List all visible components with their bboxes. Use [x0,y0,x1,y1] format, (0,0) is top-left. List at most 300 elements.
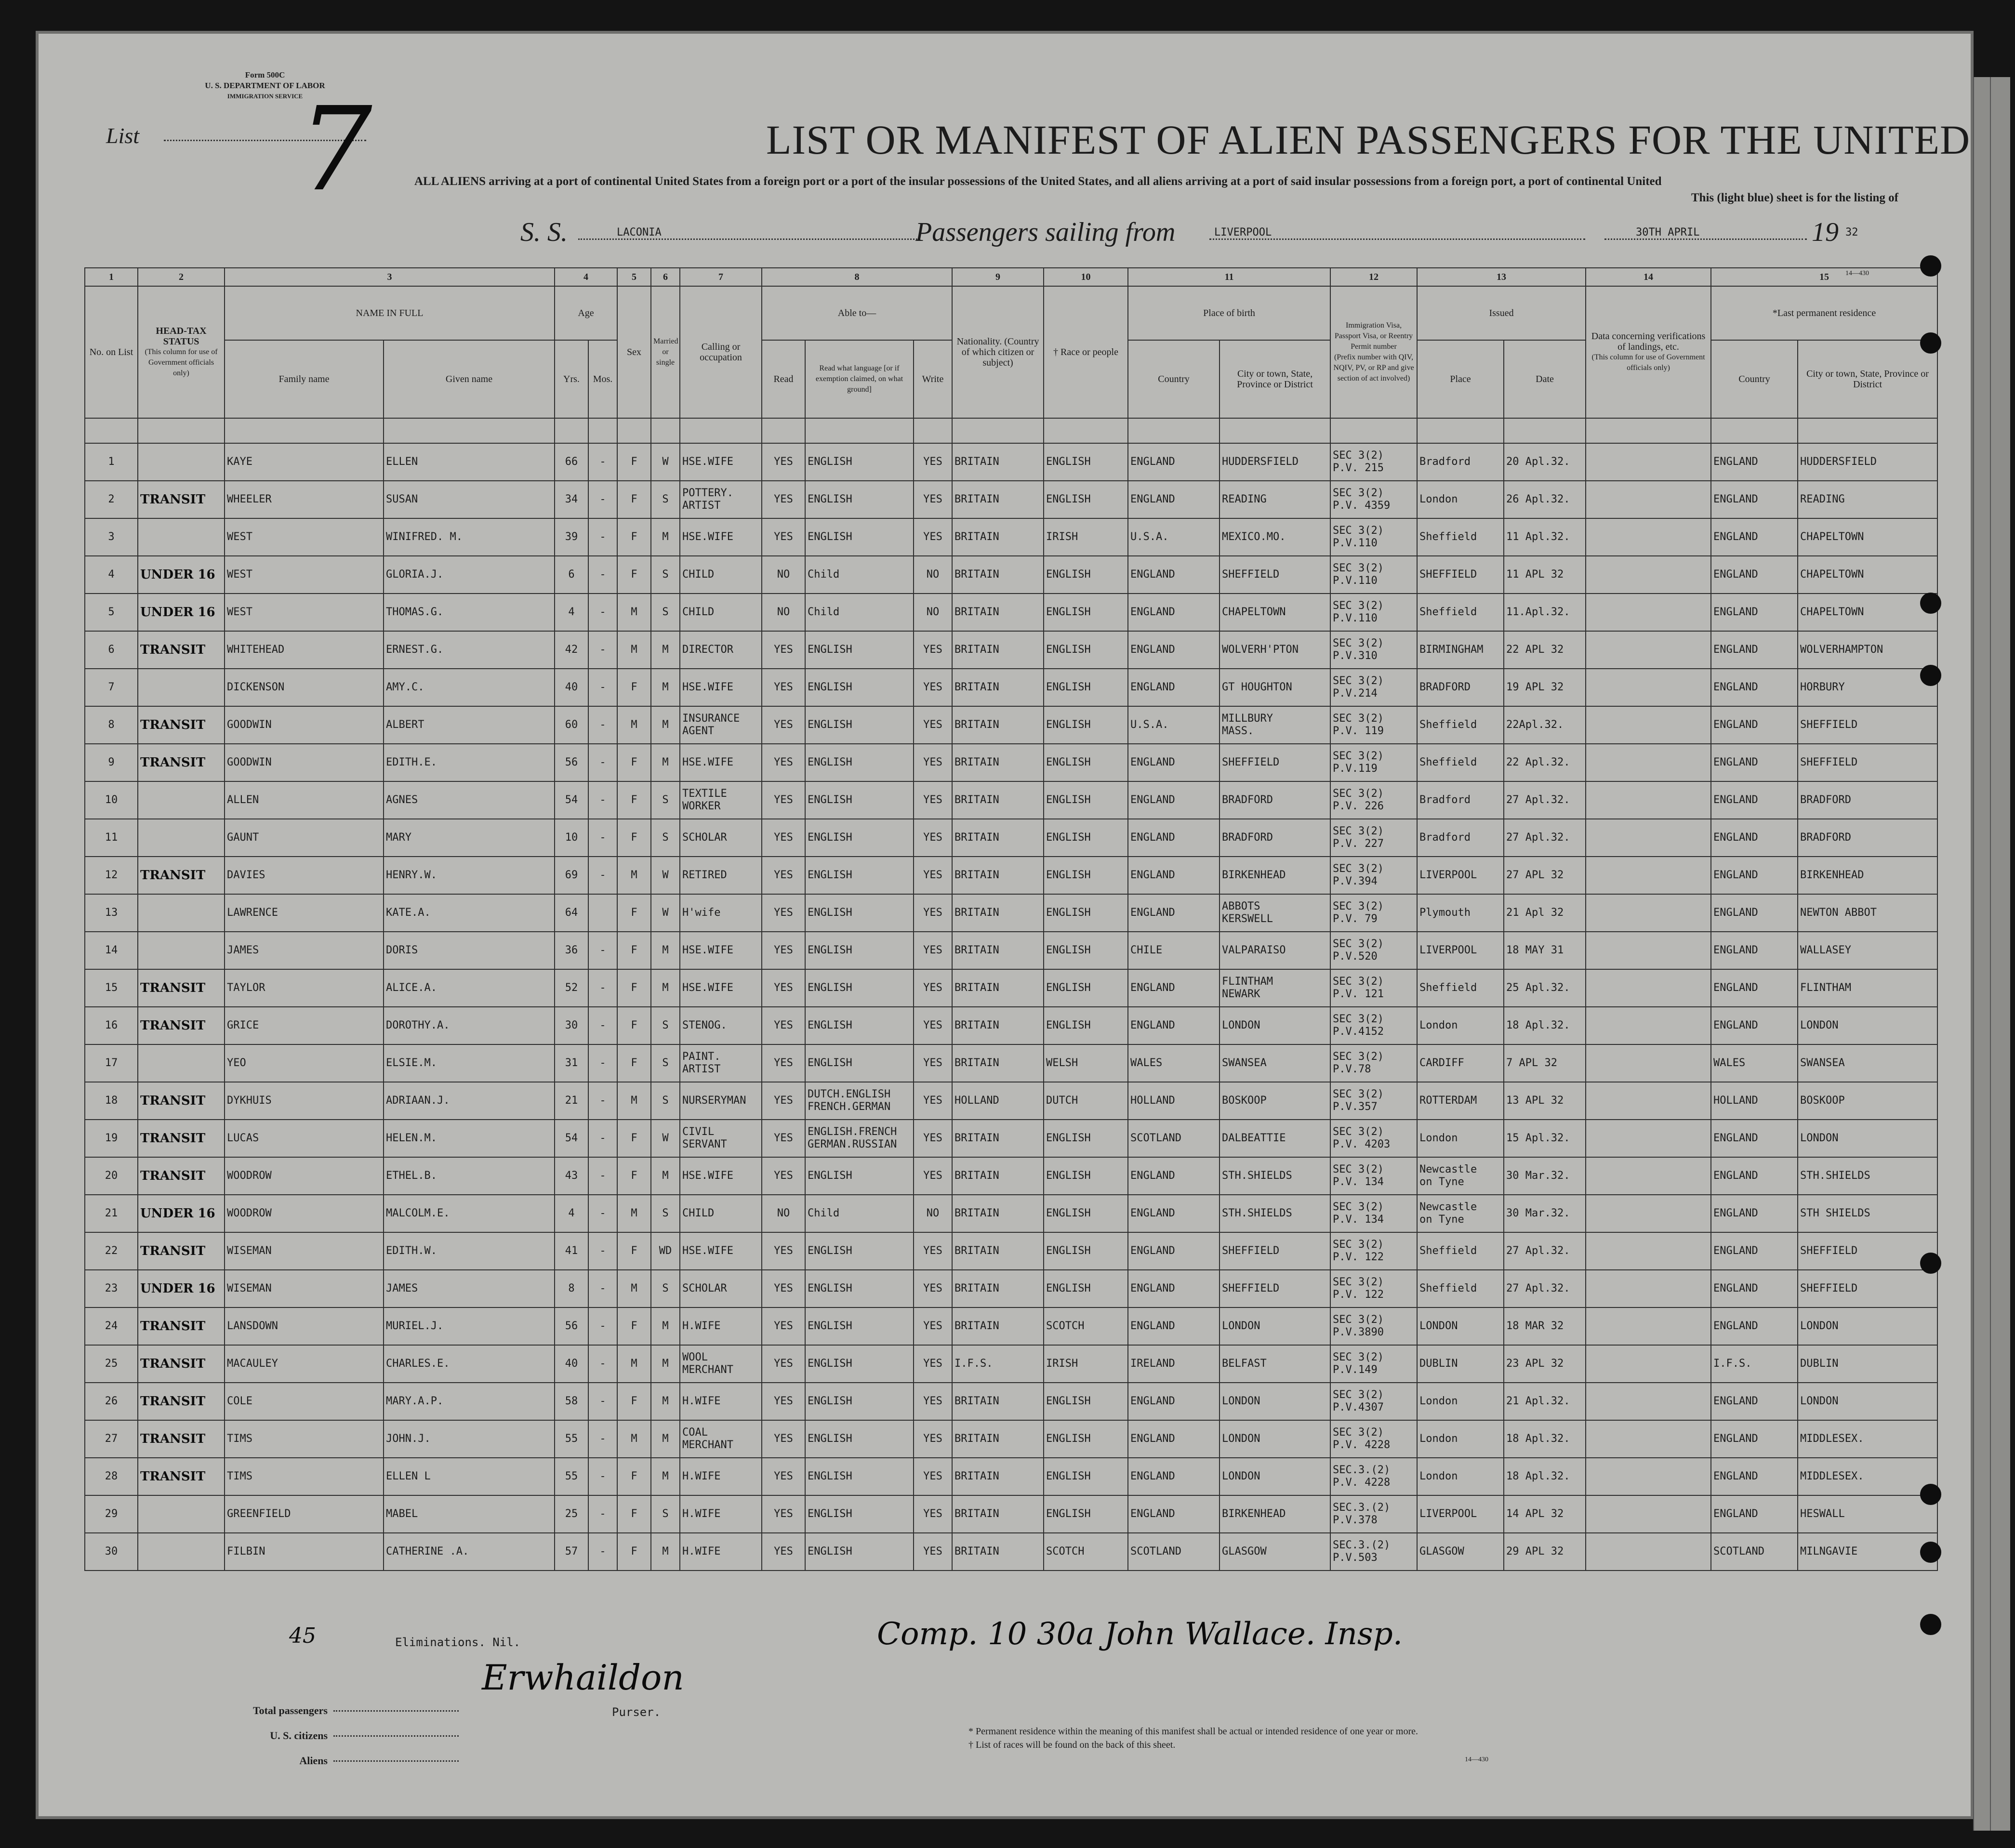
nationality: I.F.S. [952,1345,1044,1383]
age-months: - [588,1007,617,1044]
age-months: - [588,819,617,857]
birth-city: STH.SHIELDS [1220,1195,1330,1232]
verification-data [1586,744,1711,781]
residence-country: ENGLAND [1711,1157,1798,1195]
column-number: 7 [680,268,762,286]
given-name: JAMES [384,1270,555,1307]
nationality: BRITAIN [952,744,1044,781]
can-read: YES [762,1044,805,1082]
race: ENGLISH [1044,556,1128,594]
header-nationality: Nationality. (Country of which citizen or subject) [952,286,1044,418]
count-mark: 45 [289,1624,316,1648]
visa-number: SEC 3(2) P.V. 134 [1330,1195,1417,1232]
marital-status: M [651,1533,680,1571]
birth-country: U.S.A. [1128,518,1220,556]
header-mos: Mos. [588,340,617,418]
race: ENGLISH [1044,1383,1128,1420]
occupation: TEXTILE WORKER [680,781,762,819]
race: WELSH [1044,1044,1128,1082]
issued-date: 11.Apl.32. [1504,594,1586,631]
column-number: 12 [1330,268,1417,286]
marital-status: M [651,518,680,556]
nationality: BRITAIN [952,706,1044,744]
age-months: - [588,1082,617,1120]
visa-number: SEC.3.(2) P.V. 4228 [1330,1458,1417,1495]
issued-place: GLASGOW [1417,1533,1504,1571]
residence-city: LONDON [1798,1007,1937,1044]
issued-date: 25 Apl.32. [1504,969,1586,1007]
age-years: 25 [555,1495,588,1533]
residence-city: MIDDLESEX. [1798,1420,1937,1458]
residence-city: SHEFFIELD [1798,1270,1937,1307]
verification-data [1586,1458,1711,1495]
can-write: YES [914,706,952,744]
age-months: - [588,669,617,706]
residence-country: ENGLAND [1711,932,1798,969]
can-write: YES [914,1007,952,1044]
issued-place: LIVERPOOL [1417,932,1504,969]
race: ENGLISH [1044,894,1128,932]
residence-city: LONDON [1798,1383,1937,1420]
nationality: BRITAIN [952,443,1044,481]
total-passengers-row [193,1698,459,1723]
head-tax-status: TRANSIT [138,1307,225,1345]
head-tax-status: TRANSIT [138,1383,225,1420]
family-name: DICKENSON [225,669,384,706]
birth-city: MEXICO.MO. [1220,518,1330,556]
head-tax-status: TRANSIT [138,631,225,669]
issued-date: 19 APL 32 [1504,669,1586,706]
header-last-residence: *Last permanent residence [1711,286,1937,340]
birth-city: BELFAST [1220,1345,1330,1383]
header-read: Read [762,340,805,418]
family-name: WEST [225,556,384,594]
birth-country: ENGLAND [1128,1195,1220,1232]
age-months: - [588,518,617,556]
passenger-number: 12 [85,857,138,894]
passenger-row [85,1345,1937,1383]
age-months: - [588,443,617,481]
can-read: YES [762,1420,805,1458]
binder-hole [1920,255,1941,277]
nationality: BRITAIN [952,1195,1044,1232]
birth-country: WALES [1128,1044,1220,1082]
residence-city: READING [1798,481,1937,518]
sex: F [617,932,651,969]
nationality: BRITAIN [952,1420,1044,1458]
can-read: YES [762,1345,805,1383]
sex: F [617,1383,651,1420]
residence-country: ENGLAND [1711,857,1798,894]
can-write: YES [914,1082,952,1120]
sex: F [617,1007,651,1044]
visa-number: SEC 3(2) P.V.149 [1330,1345,1417,1383]
race: ENGLISH [1044,1157,1128,1195]
birth-city: SHEFFIELD [1220,1232,1330,1270]
marital-status: S [651,1195,680,1232]
residence-country: ENGLAND [1711,1495,1798,1533]
age-years: 8 [555,1270,588,1307]
column-number: 15 [1711,268,1937,286]
passenger-row [85,518,1937,556]
verification-data [1586,1232,1711,1270]
passenger-number: 2 [85,481,138,518]
issued-date: 18 Apl.32. [1504,1420,1586,1458]
read-language: ENGLISH [805,518,914,556]
verification-data [1586,706,1711,744]
family-name: LAWRENCE [225,894,384,932]
marital-status: S [651,1270,680,1307]
passenger-number: 17 [85,1044,138,1082]
age-months: - [588,1458,617,1495]
birth-country: CHILE [1128,932,1220,969]
race: IRISH [1044,518,1128,556]
family-name: GAUNT [225,819,384,857]
can-write: YES [914,819,952,857]
occupation: HSE.WIFE [680,1157,762,1195]
residence-city: WOLVERHAMPTON [1798,631,1937,669]
age-months: - [588,969,617,1007]
family-name: MACAULEY [225,1345,384,1383]
sex: M [617,631,651,669]
passenger-number: 19 [85,1120,138,1157]
residence-city: STH SHIELDS [1798,1195,1937,1232]
issued-date: 27 Apl.32. [1504,1232,1586,1270]
nationality: BRITAIN [952,1232,1044,1270]
occupation: HSE.WIFE [680,669,762,706]
marital-status: M [651,1383,680,1420]
verification-data [1586,1044,1711,1082]
issued-date: 20 Apl.32. [1504,443,1586,481]
sex: F [617,819,651,857]
occupation: CHILD [680,1195,762,1232]
visa-number: SEC 3(2) P.V.520 [1330,932,1417,969]
issued-place: Sheffield [1417,1232,1504,1270]
marital-status: M [651,631,680,669]
column-number: 1 [85,268,138,286]
birth-country: ENGLAND [1128,744,1220,781]
aliens-row [193,1748,459,1773]
given-name: HENRY.W. [384,857,555,894]
age-months: - [588,1120,617,1157]
age-months: - [588,744,617,781]
age-years: 43 [555,1157,588,1195]
occupation: DIRECTOR [680,631,762,669]
age-years: 66 [555,443,588,481]
race: IRISH [1044,1345,1128,1383]
occupation: NURSERYMAN [680,1082,762,1120]
residence-country: ENGLAND [1711,1307,1798,1345]
head-tax-status [138,669,225,706]
passenger-number: 3 [85,518,138,556]
can-read: YES [762,518,805,556]
head-tax-status: UNDER 16 [138,556,225,594]
column-number: 9 [952,268,1044,286]
family-name: TAYLOR [225,969,384,1007]
marital-status: M [651,1345,680,1383]
occupation: STENOG. [680,1007,762,1044]
marital-status: S [651,1495,680,1533]
passenger-rows [85,443,1937,1571]
occupation: H.WIFE [680,1533,762,1571]
birth-city: LONDON [1220,1307,1330,1345]
visa-number: SEC 3(2) P.V.357 [1330,1082,1417,1120]
age-years: 10 [555,819,588,857]
passenger-row [85,857,1937,894]
issued-date: 30 Mar.32. [1504,1157,1586,1195]
passenger-row [85,1533,1937,1571]
birth-city: CHAPELTOWN [1220,594,1330,631]
race: ENGLISH [1044,631,1128,669]
can-read: YES [762,1307,805,1345]
race: ENGLISH [1044,1232,1128,1270]
sex: M [617,594,651,631]
family-name: WISEMAN [225,1232,384,1270]
birth-country: ENGLAND [1128,969,1220,1007]
family-name: TIMS [225,1420,384,1458]
head-tax-status: TRANSIT [138,1420,225,1458]
read-language: ENGLISH [805,481,914,518]
birth-country: ENGLAND [1128,556,1220,594]
residence-country: ENGLAND [1711,706,1798,744]
passenger-number: 27 [85,1420,138,1458]
can-write: YES [914,1270,952,1307]
can-write: YES [914,1232,952,1270]
can-read: YES [762,1232,805,1270]
residence-city: STH.SHIELDS [1798,1157,1937,1195]
race: ENGLISH [1044,1120,1128,1157]
can-read: YES [762,1082,805,1120]
birth-country: ENGLAND [1128,1420,1220,1458]
sex: F [617,1044,651,1082]
nationality: BRITAIN [952,1044,1044,1082]
issued-date: 27 APL 32 [1504,857,1586,894]
visa-number: SEC 3(2) P.V. 79 [1330,894,1417,932]
age-years: 4 [555,594,588,631]
nationality: BRITAIN [952,1120,1044,1157]
visa-number: SEC 3(2) P.V. 121 [1330,969,1417,1007]
header-no-on-list: No. on List [85,286,138,418]
issued-place: Sheffield [1417,969,1504,1007]
verification-data [1586,443,1711,481]
us-citizens-line [333,1735,459,1737]
passenger-row [85,1270,1937,1307]
read-language: ENGLISH [805,781,914,819]
age-months: - [588,481,617,518]
issued-place: BRADFORD [1417,669,1504,706]
binder-hole [1920,593,1941,614]
birth-city: LONDON [1220,1420,1330,1458]
can-write: YES [914,518,952,556]
issued-place: London [1417,1458,1504,1495]
head-tax-status [138,932,225,969]
purser-signature: Erwhaildon [482,1657,684,1698]
residence-city: MIDDLESEX. [1798,1458,1937,1495]
header-name-in-full: NAME IN FULL [225,286,555,340]
marital-status: M [651,706,680,744]
head-tax-status: TRANSIT [138,1232,225,1270]
issued-date: 27 Apl.32. [1504,781,1586,819]
age-years: 41 [555,1232,588,1270]
occupation: H.WIFE [680,1383,762,1420]
marital-status: M [651,1420,680,1458]
race: SCOTCH [1044,1307,1128,1345]
read-language: ENGLISH [805,1232,914,1270]
issued-date: 18 Apl.32. [1504,1007,1586,1044]
occupation: INSURANCE AGENT [680,706,762,744]
visa-number: SEC 3(2) P.V.394 [1330,857,1417,894]
year-prefix: 19 [1812,217,1839,247]
read-language: ENGLISH [805,1007,914,1044]
head-tax-status [138,1044,225,1082]
header-given-name: Given name [384,340,555,418]
family-name: YEO [225,1044,384,1082]
marital-status: S [651,819,680,857]
form-number: Form 500C [245,70,285,79]
residence-city: CHAPELTOWN [1798,594,1937,631]
family-name: ALLEN [225,781,384,819]
visa-number: SEC 3(2) P.V.3890 [1330,1307,1417,1345]
occupation: WOOL MERCHANT [680,1345,762,1383]
verification-data [1586,594,1711,631]
service-name: IMMIGRATION SERVICE [227,92,303,100]
passenger-number: 13 [85,894,138,932]
verification-data [1586,1533,1711,1571]
marital-status: WD [651,1232,680,1270]
age-years: 60 [555,706,588,744]
residence-city: BIRKENHEAD [1798,857,1937,894]
race: ENGLISH [1044,932,1128,969]
age-years: 64 [555,894,588,932]
given-name: AMY.C. [384,669,555,706]
age-months: - [588,1345,617,1383]
aliens-label: Aliens [299,1755,328,1767]
passenger-row [85,594,1937,631]
nationality: BRITAIN [952,1495,1044,1533]
can-write: YES [914,894,952,932]
visa-number: SEC 3(2) P.V.4307 [1330,1383,1417,1420]
header-birth-city: City or town, State, Province or District [1220,340,1330,418]
birth-country: ENGLAND [1128,631,1220,669]
birth-city: GT HOUGHTON [1220,669,1330,706]
age-years: 30 [555,1007,588,1044]
verification-data [1586,1345,1711,1383]
residence-country: ENGLAND [1711,631,1798,669]
marital-status: W [651,1120,680,1157]
residence-city: HORBURY [1798,669,1937,706]
family-name: GRICE [225,1007,384,1044]
can-read: YES [762,706,805,744]
can-read: YES [762,969,805,1007]
can-write: YES [914,781,952,819]
birth-city: WOLVERH'PTON [1220,631,1330,669]
passenger-row [85,1383,1937,1420]
verification-data [1586,556,1711,594]
sex: F [617,1533,651,1571]
given-name: ERNEST.G. [384,631,555,669]
marital-status: M [651,969,680,1007]
passenger-row [85,1307,1937,1345]
can-read: YES [762,1007,805,1044]
age-months: - [588,857,617,894]
passenger-row [85,819,1937,857]
passenger-row [85,443,1937,481]
birth-city: BIRKENHEAD [1220,857,1330,894]
issued-place: Sheffield [1417,594,1504,631]
sex: M [617,1082,651,1120]
nationality: BRITAIN [952,969,1044,1007]
issued-date: 14 APL 32 [1504,1495,1586,1533]
birth-city: SWANSEA [1220,1044,1330,1082]
marital-status: S [651,1082,680,1120]
race: ENGLISH [1044,1495,1128,1533]
residence-country: ENGLAND [1711,594,1798,631]
given-name: ELSIE.M. [384,1044,555,1082]
can-write: YES [914,443,952,481]
verification-data [1586,819,1711,857]
passenger-row [85,1232,1937,1270]
residence-city: HESWALL [1798,1495,1937,1533]
sex: F [617,744,651,781]
passenger-number: 20 [85,1157,138,1195]
nationality: BRITAIN [952,1307,1044,1345]
can-read: YES [762,443,805,481]
given-name: AGNES [384,781,555,819]
passenger-number: 11 [85,819,138,857]
read-language: ENGLISH [805,443,914,481]
given-name: MARY.A.P. [384,1383,555,1420]
verification-data [1586,932,1711,969]
given-name: MABEL [384,1495,555,1533]
can-read: YES [762,669,805,706]
header-age: Age [555,286,617,340]
nationality: BRITAIN [952,894,1044,932]
age-months: - [588,1044,617,1082]
read-language: ENGLISH [805,631,914,669]
issued-date: 29 APL 32 [1504,1533,1586,1571]
issued-place: SHEFFIELD [1417,556,1504,594]
verification-data [1586,1195,1711,1232]
age-years: 36 [555,932,588,969]
birth-city: BOSKOOP [1220,1082,1330,1120]
residence-city: CHAPELTOWN [1798,518,1937,556]
can-read: NO [762,594,805,631]
marital-status: S [651,1044,680,1082]
binder-hole [1920,332,1941,354]
issued-date: 22Apl.32. [1504,706,1586,744]
family-name: GOODWIN [225,706,384,744]
verification-data [1586,1157,1711,1195]
issued-place: Bradford [1417,819,1504,857]
verification-data [1586,1120,1711,1157]
occupation: CIVIL SERVANT [680,1120,762,1157]
age-months: - [588,1307,617,1345]
occupation: PAINT. ARTIST [680,1044,762,1082]
head-tax-status: TRANSIT [138,1120,225,1157]
residence-city: WALLASEY [1798,932,1937,969]
race: ENGLISH [1044,744,1128,781]
passenger-row [85,1044,1937,1082]
given-name: ADRIAAN.J. [384,1082,555,1120]
issued-date: 11 Apl.32. [1504,518,1586,556]
occupation: CHILD [680,594,762,631]
marital-status: S [651,594,680,631]
birth-city: DALBEATTIE [1220,1120,1330,1157]
column-number: 13 [1417,268,1586,286]
occupation: HSE.WIFE [680,969,762,1007]
given-name: WINIFRED. M. [384,518,555,556]
nationality: BRITAIN [952,669,1044,706]
